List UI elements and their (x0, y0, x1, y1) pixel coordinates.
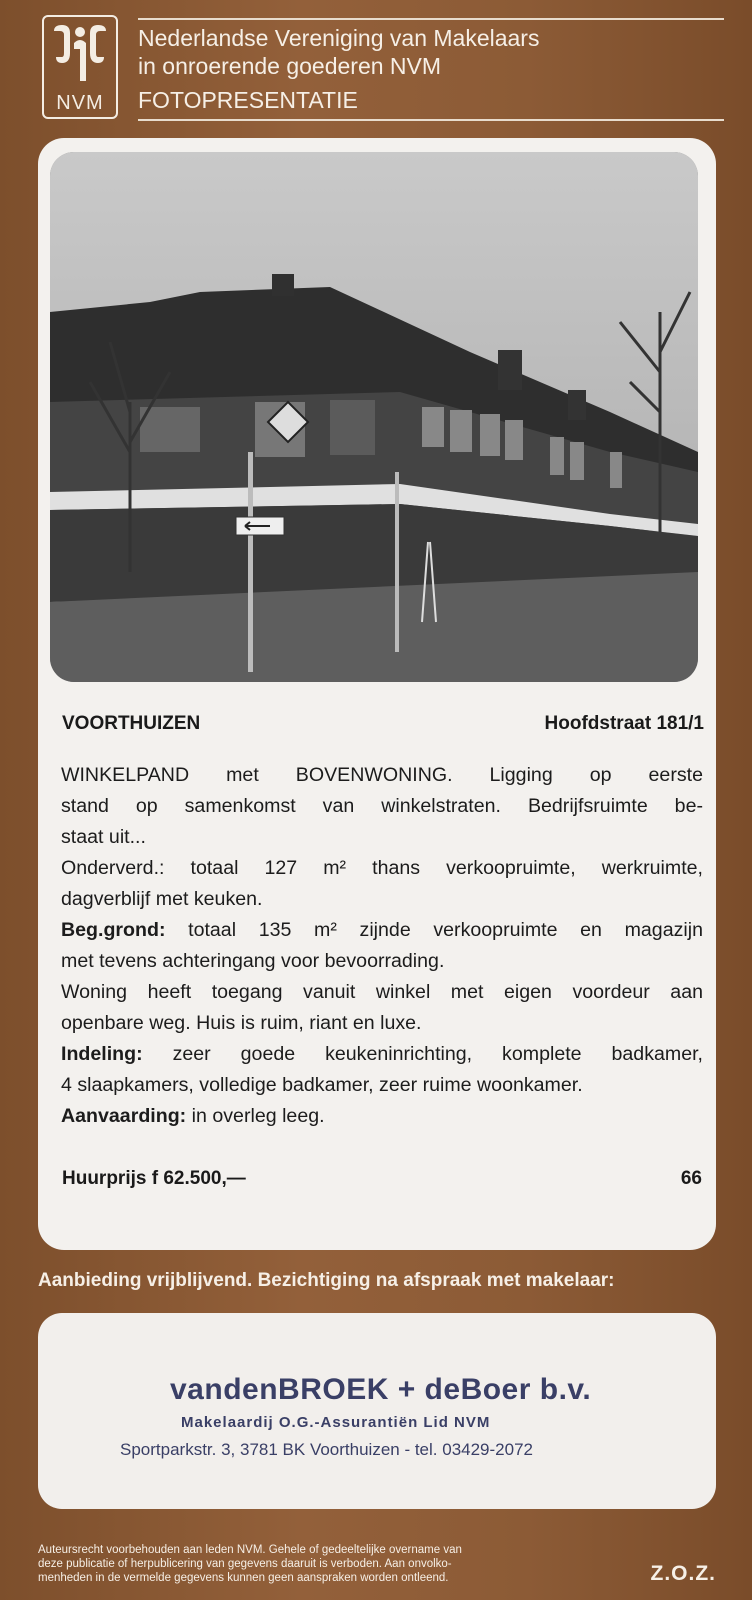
header-line-1: Nederlandse Vereniging van Makelaars (138, 25, 540, 51)
desc-line: 4 slaapkamers, volledige badkamer, zeer ruime woonkamer. (61, 1074, 583, 1096)
property-photo (50, 152, 698, 682)
nvm-emblem-icon (50, 23, 110, 85)
desc-line: stand op samenkomst van winkelstraten. Bedrijfsruimte be- (61, 795, 703, 817)
copyright-notice (38, 1543, 598, 1585)
header-line-3: FOTOPRESENTATIE (138, 87, 358, 113)
footer-line: Auteursrecht voorbehouden aan leden NVM. Gehele of gedeeltelijke overname van (38, 1544, 462, 1556)
agent-name: vandenBROEK + deBoer b.v. (170, 1373, 592, 1406)
agent-address: Sportparkstr. 3, 3781 BK Voorthuizen - tel. 03429-2072 (120, 1440, 533, 1459)
header-rule-top (138, 18, 724, 20)
listing-description (61, 760, 703, 1132)
offer-text: Aanbieding vrijblijvend. Bezichtiging na afspraak met makelaar: (38, 1270, 615, 1291)
nvm-logo (42, 15, 118, 119)
desc-line (61, 1039, 703, 1070)
desc-line: openbare weg. Huis is ruim, riant en luxe. (61, 1012, 422, 1034)
rent-price: Huurprijs f 62.500,— (62, 1168, 246, 1189)
agent-card (38, 1313, 716, 1509)
desc-line (61, 915, 703, 946)
agent-subtitle: Makelaardij O.G.-Assurantiën Lid NVM (181, 1414, 491, 1431)
desc-line: WINKELPAND met BOVENWONING. Ligging op eerste (61, 764, 703, 786)
desc-line: Onderverd.: totaal 127 m² thans verkoopruimte, werkruimte, (61, 857, 703, 879)
desc-label: Beg.grond: (61, 919, 166, 941)
desc-text: in overleg leeg. (186, 1105, 325, 1127)
header-rule-bottom (138, 119, 724, 121)
listing-address: Hoofdstraat 181/1 (544, 713, 704, 734)
footer-line: menheden in de vermelde gegevens kunnen geen aanspraken worden ontleend. (38, 1572, 449, 1584)
header-line-2: in onroerende goederen NVM (138, 53, 442, 79)
desc-line: met tevens achteringang voor bevoorrading. (61, 950, 445, 972)
desc-line: staat uit... (61, 826, 146, 848)
desc-line (61, 1101, 703, 1132)
desc-label: Aanvaarding: (61, 1105, 187, 1127)
logo-text: NVM (56, 92, 104, 114)
desc-text: zeer goede keukeninrichting, komplete badkamer, (142, 1043, 703, 1065)
listing-town: VOORTHUIZEN (62, 713, 201, 734)
reference-number: 66 (680, 1168, 702, 1189)
footer-line: deze publicatie of herpublicering van gegevens daaruit is verboden. Aan onvolko- (38, 1558, 452, 1570)
desc-label: Indeling: (61, 1043, 143, 1065)
desc-line: Woning heeft toegang vanuit winkel met eigen voordeur aan (61, 981, 703, 1003)
desc-line: dagverblijf met keuken. (61, 888, 263, 910)
desc-text: totaal 135 m² zijnde verkoopruimte en magazijn (165, 919, 703, 941)
turn-over-label: Z.O.Z. (650, 1562, 716, 1585)
